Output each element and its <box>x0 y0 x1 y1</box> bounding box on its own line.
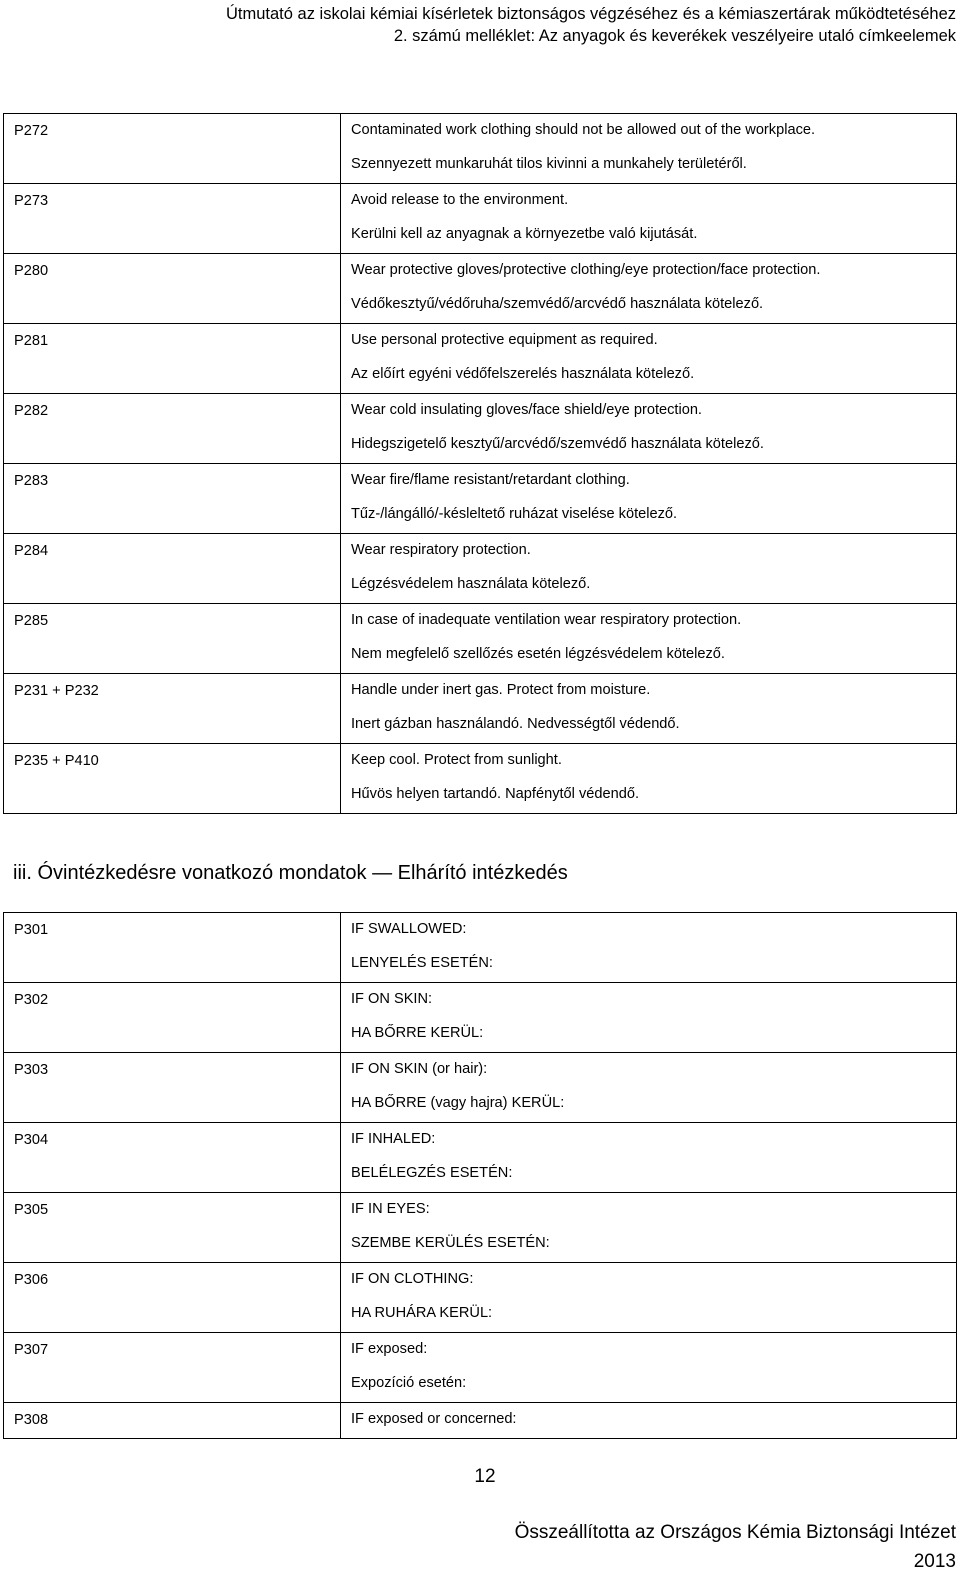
statement-text-cell <box>341 674 957 744</box>
statement-code: P281 <box>14 333 49 349</box>
statement-hungarian: HA BŐRRE (vagy hajra) KERÜL: <box>351 1095 565 1111</box>
statement-english: Wear cold insulating gloves/face shield/eye protection. <box>351 402 702 418</box>
statement-hungarian: SZEMBE KERÜLÉS ESETÉN: <box>351 1235 550 1251</box>
header-title: Útmutató az iskolai kémiai kísérletek biztonságos végzéséhez és a kémiaszertárak működtetéséhez <box>225 5 956 23</box>
statement-code: P284 <box>14 543 49 559</box>
statement-code-cell <box>4 983 341 1053</box>
statement-code: P301 <box>14 922 49 938</box>
statement-code: P307 <box>14 1342 49 1358</box>
statement-code-cell <box>4 1263 341 1333</box>
statement-text-cell <box>341 464 957 534</box>
table-row <box>4 604 957 674</box>
section-title: iii. Óvintézkedésre vonatkozó mondatok — Elhárító intézkedés <box>13 862 568 884</box>
prevention-statements-table <box>3 113 957 814</box>
statement-hungarian: HA BŐRRE KERÜL: <box>351 1025 484 1041</box>
statement-english: Avoid release to the environment. <box>351 192 569 208</box>
statement-text-cell <box>341 604 957 674</box>
statement-code: P273 <box>14 193 49 209</box>
table-row <box>4 744 957 814</box>
footer <box>515 1518 956 1576</box>
statement-hungarian: Tűz-/lángálló/-késleltető ruházat viselése kötelező. <box>351 506 678 522</box>
statement-english: IF ON SKIN: <box>351 991 433 1007</box>
statement-code: P304 <box>14 1132 49 1148</box>
table-row <box>4 324 957 394</box>
statement-code: P285 <box>14 613 49 629</box>
statement-hungarian: BELÉLEGZÉS ESETÉN: <box>351 1165 513 1181</box>
statement-code-cell <box>4 534 341 604</box>
statement-code: P303 <box>14 1062 49 1078</box>
header-subtitle: 2. számú melléklet: Az anyagok és keverékek veszélyeire utaló címkeelemek <box>393 27 956 45</box>
statement-hungarian: Kerülni kell az anyagnak a környezetbe való kijutását. <box>351 226 698 242</box>
statement-code-cell <box>4 394 341 464</box>
statement-english: IF SWALLOWED: <box>351 921 467 937</box>
statement-english: IF INHALED: <box>351 1131 436 1147</box>
statement-text-cell <box>341 744 957 814</box>
statement-english: IF ON SKIN (or hair): <box>351 1061 488 1077</box>
statement-text-cell <box>341 184 957 254</box>
table-row <box>4 534 957 604</box>
statement-code-cell <box>4 674 341 744</box>
table-row <box>4 114 957 184</box>
statement-text-cell <box>341 1123 957 1193</box>
table-row <box>4 1263 957 1333</box>
statement-hungarian: Az előírt egyéni védőfelszerelés használata kötelező. <box>351 366 695 382</box>
statement-code: P272 <box>14 123 49 139</box>
statement-hungarian: HA RUHÁRA KERÜL: <box>351 1305 493 1321</box>
footer-year: 2013 <box>913 1551 956 1572</box>
statement-english: Wear fire/flame resistant/retardant clothing. <box>351 472 630 488</box>
statement-text-cell <box>341 324 957 394</box>
statement-code-cell <box>4 1193 341 1263</box>
statement-text-cell <box>341 1403 957 1439</box>
statement-code: P302 <box>14 992 49 1008</box>
footer-publisher: Összeállította az Országos Kémia Biztonsági Intézet <box>514 1522 956 1543</box>
statement-english: IF exposed: <box>351 1341 428 1357</box>
statement-code-cell <box>4 744 341 814</box>
statement-code: P306 <box>14 1272 49 1288</box>
statement-hungarian: LENYELÉS ESETÉN: <box>351 955 493 971</box>
table-row <box>4 1403 957 1439</box>
table-row <box>4 1123 957 1193</box>
page-number: 12 <box>474 1466 496 1487</box>
statement-text-cell <box>341 1333 957 1403</box>
statement-code-cell <box>4 1053 341 1123</box>
statement-code: P308 <box>14 1412 49 1428</box>
table-row <box>4 913 957 983</box>
statement-code: P280 <box>14 263 49 279</box>
response-statements-table <box>3 912 957 1439</box>
table-row <box>4 394 957 464</box>
statement-code-cell <box>4 464 341 534</box>
statement-code-cell <box>4 604 341 674</box>
table-row <box>4 254 957 324</box>
statement-english: Handle under inert gas. Protect from moisture. <box>351 682 651 698</box>
statement-english: Wear protective gloves/protective clothing/eye protection/face protection. <box>351 262 821 278</box>
statement-code: P283 <box>14 473 49 489</box>
statement-hungarian: Inert gázban használandó. Nedvességtől védendő. <box>351 716 680 732</box>
statement-code: P282 <box>14 403 49 419</box>
statement-hungarian: Védőkesztyű/védőruha/szemvédő/arcvédő használata kötelező. <box>351 296 764 312</box>
statement-english: IF exposed or concerned: <box>351 1411 517 1427</box>
statement-code-cell <box>4 254 341 324</box>
statement-english: IF ON CLOTHING: <box>351 1271 474 1287</box>
statement-code: P305 <box>14 1202 49 1218</box>
statement-code-cell <box>4 184 341 254</box>
statement-text-cell <box>341 534 957 604</box>
table-row <box>4 1053 957 1123</box>
table-row <box>4 184 957 254</box>
statement-text-cell <box>341 983 957 1053</box>
statement-code-cell <box>4 1123 341 1193</box>
table-row <box>4 674 957 744</box>
statement-code-cell <box>4 114 341 184</box>
statement-hungarian: Hidegszigetelő kesztyű/arcvédő/szemvédő használata kötelező. <box>351 436 764 452</box>
statement-code: P235 + P410 <box>14 753 99 769</box>
statement-code: P231 + P232 <box>14 683 99 699</box>
table-row <box>4 1193 957 1263</box>
statement-hungarian: Expozíció esetén: <box>351 1375 467 1391</box>
statement-hungarian: Nem megfelelő szellőzés esetén légzésvédelem kötelező. <box>351 646 725 662</box>
statement-text-cell <box>341 913 957 983</box>
statement-text-cell <box>341 254 957 324</box>
table-row <box>4 464 957 534</box>
statement-text-cell <box>341 114 957 184</box>
statement-hungarian: Légzésvédelem használata kötelező. <box>351 576 591 592</box>
statement-text-cell <box>341 1053 957 1123</box>
statement-english: IF IN EYES: <box>351 1201 430 1217</box>
statement-text-cell <box>341 1263 957 1333</box>
statement-hungarian: Hűvös helyen tartandó. Napfénytől védendő. <box>351 786 640 802</box>
statement-code-cell <box>4 324 341 394</box>
statement-english: Wear respiratory protection. <box>351 542 531 558</box>
statement-code-cell <box>4 1403 341 1439</box>
statement-english: Keep cool. Protect from sunlight. <box>351 752 562 768</box>
statement-text-cell <box>341 394 957 464</box>
table-row <box>4 1333 957 1403</box>
statement-code-cell <box>4 1333 341 1403</box>
statement-code-cell <box>4 913 341 983</box>
statement-english: In case of inadequate ventilation wear respiratory protection. <box>351 612 742 628</box>
statement-text-cell <box>341 1193 957 1263</box>
table-row <box>4 983 957 1053</box>
statement-english: Contaminated work clothing should not be allowed out of the workplace. <box>351 122 816 138</box>
statement-english: Use personal protective equipment as required. <box>351 332 658 348</box>
statement-hungarian: Szennyezett munkaruhát tilos kivinni a munkahely területéről. <box>351 156 747 172</box>
